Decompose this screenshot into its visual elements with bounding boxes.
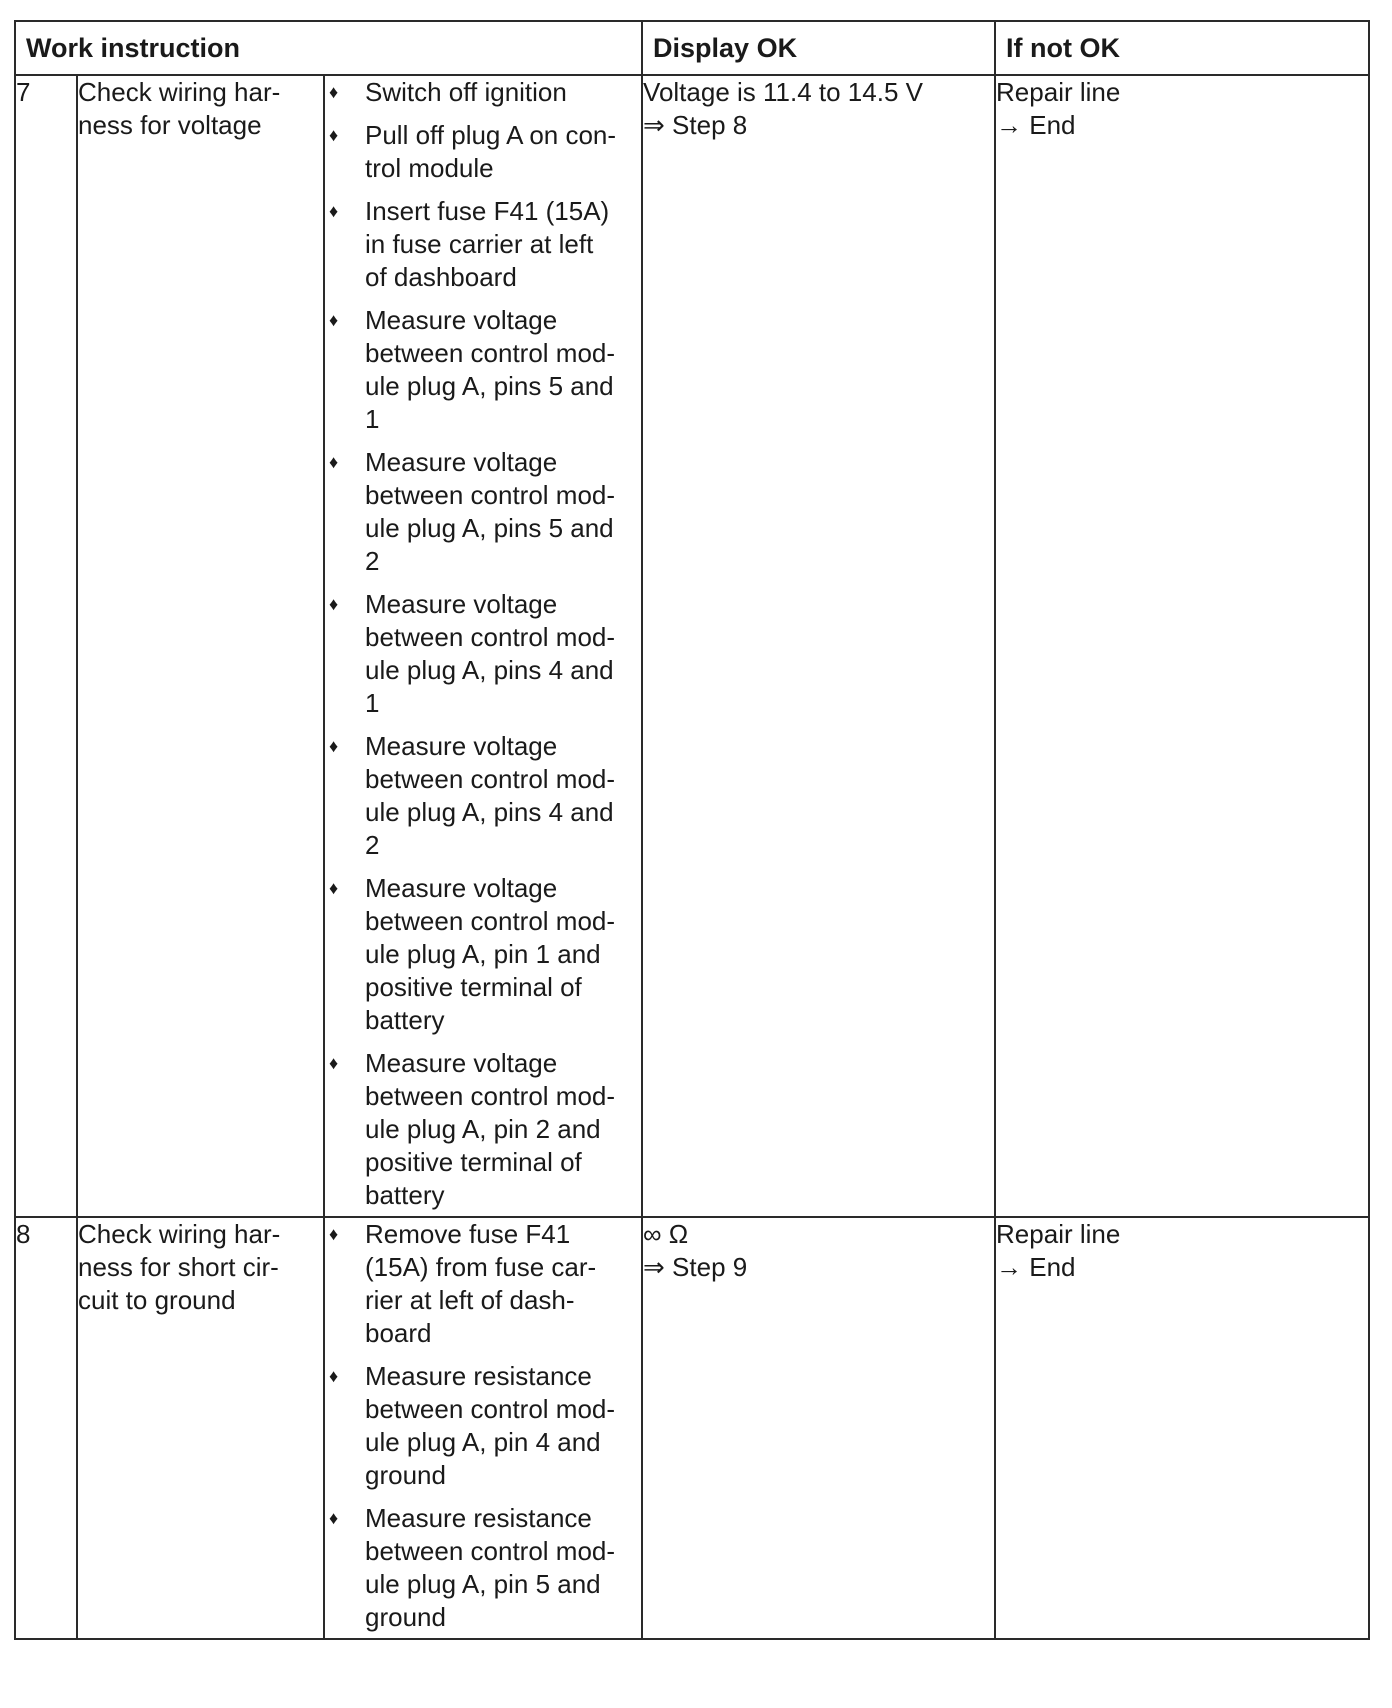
step-actions [324, 75, 642, 1217]
action-line: Measure voltage [365, 873, 558, 903]
diamond-bullet-icon: ♦ [329, 878, 339, 898]
action-item [325, 119, 641, 185]
action-item [325, 730, 641, 862]
action-line: ule plug A, pin 4 and [365, 1427, 601, 1457]
diamond-bullet-icon: ♦ [329, 125, 339, 145]
diamond-bullet-icon: ♦ [329, 1366, 339, 1386]
description-line: ness for short cir- [78, 1252, 279, 1282]
action-line: 1 [365, 404, 380, 434]
action-item [325, 304, 641, 436]
action-line: Measure voltage [365, 589, 558, 619]
action-line: between control mod- [365, 1081, 616, 1111]
action-line: ground [365, 1602, 446, 1632]
action-line: Remove fuse F41 [365, 1219, 571, 1249]
action-line: of dashboard [365, 262, 517, 292]
action-line: battery [365, 1180, 445, 1210]
action-line: positive terminal of [365, 972, 582, 1002]
step-actions [324, 1217, 642, 1639]
action-line: (15A) from fuse car- [365, 1252, 597, 1282]
action-line: Measure voltage [365, 1048, 558, 1078]
step-description [77, 75, 324, 1217]
action-line: between control mod- [365, 906, 616, 936]
diamond-bullet-icon: ♦ [329, 594, 339, 614]
display-ok-line: Voltage is 11.4 to 14.5 V [643, 77, 923, 107]
action-line: 2 [365, 546, 380, 576]
if-not-ok-line: Repair line [996, 1219, 1121, 1249]
step-description [77, 1217, 324, 1639]
action-line: ule plug A, pins 5 and [365, 371, 614, 401]
if-not-ok-cell [995, 1217, 1369, 1639]
action-line: between control mod- [365, 1394, 616, 1424]
action-line: Insert fuse F41 (15A) [365, 196, 610, 226]
action-line: ule plug A, pins 4 and [365, 655, 614, 685]
if-not-ok-line: → End [996, 1252, 1076, 1282]
display-ok-line: ⇒ Step 8 [643, 110, 748, 140]
action-item [325, 195, 641, 294]
diamond-bullet-icon: ♦ [329, 310, 339, 330]
action-line: ule plug A, pin 5 and [365, 1569, 601, 1599]
diamond-bullet-icon: ♦ [329, 201, 339, 221]
action-line: 1 [365, 688, 380, 718]
action-line: ule plug A, pins 5 and [365, 513, 614, 543]
action-line: Measure resistance [365, 1361, 592, 1391]
diamond-bullet-icon: ♦ [329, 736, 339, 756]
action-line: rier at left of dash- [365, 1285, 575, 1315]
step-number: 7 [15, 75, 77, 1217]
display-ok-line: ∞ Ω [643, 1219, 689, 1249]
diamond-bullet-icon: ♦ [329, 1053, 339, 1073]
action-line: board [365, 1318, 432, 1348]
action-line: between control mod- [365, 480, 616, 510]
action-line: between control mod- [365, 1536, 616, 1566]
action-item [325, 1047, 641, 1212]
action-line: between control mod- [365, 764, 616, 794]
description-line: ness for voltage [78, 110, 262, 140]
table-row [15, 1217, 1369, 1639]
if-not-ok-line: Repair line [996, 77, 1121, 107]
action-line: battery [365, 1005, 445, 1035]
description-line: cuit to ground [78, 1285, 236, 1315]
diamond-bullet-icon: ♦ [329, 82, 339, 102]
action-item [325, 446, 641, 578]
action-line: Measure voltage [365, 447, 558, 477]
if-not-ok-line: → End [996, 110, 1076, 140]
action-item [325, 1360, 641, 1492]
work-instruction-table [14, 20, 1370, 1640]
display-ok-line: ⇒ Step 9 [643, 1252, 748, 1282]
action-item [325, 872, 641, 1037]
description-line: Check wiring har- [78, 1219, 281, 1249]
action-line: ule plug A, pins 4 and [365, 797, 614, 827]
action-line: between control mod- [365, 338, 616, 368]
action-item [325, 1502, 641, 1634]
header-row [15, 21, 1369, 75]
action-item [325, 76, 641, 109]
if-not-ok-cell [995, 75, 1369, 1217]
action-item [325, 588, 641, 720]
action-line: in fuse carrier at left [365, 229, 594, 259]
action-line: Switch off ignition [365, 77, 567, 107]
action-line: ground [365, 1460, 446, 1490]
diamond-bullet-icon: ♦ [329, 1508, 339, 1528]
action-line: Pull off plug A on con- [365, 120, 617, 150]
action-line: ule plug A, pin 1 and [365, 939, 601, 969]
header-work-instruction: Work instruction [15, 21, 642, 75]
display-ok-cell [642, 75, 995, 1217]
action-line: 2 [365, 830, 380, 860]
header-if-not-ok: If not OK [995, 21, 1369, 75]
action-line: trol module [365, 153, 494, 183]
description-line: Check wiring har- [78, 77, 281, 107]
header-display-ok: Display OK [642, 21, 995, 75]
diamond-bullet-icon: ♦ [329, 452, 339, 472]
action-line: positive terminal of [365, 1147, 582, 1177]
action-line: Measure resistance [365, 1503, 592, 1533]
action-line: Measure voltage [365, 731, 558, 761]
diamond-bullet-icon: ♦ [329, 1224, 339, 1244]
action-item [325, 1218, 641, 1350]
table-row [15, 75, 1369, 1217]
action-line: between control mod- [365, 622, 616, 652]
action-line: Measure voltage [365, 305, 558, 335]
action-line: ule plug A, pin 2 and [365, 1114, 601, 1144]
step-number: 8 [15, 1217, 77, 1639]
display-ok-cell [642, 1217, 995, 1639]
